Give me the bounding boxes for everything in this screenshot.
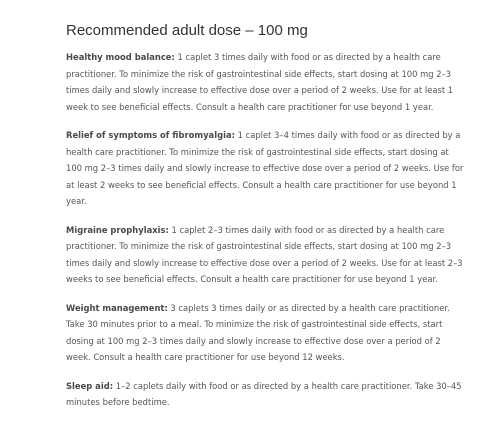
dosage-content: [66, 21, 466, 423]
section-label: Weight management:: [66, 302, 168, 313]
section-label: Migraine prophylaxis:: [66, 224, 169, 235]
section-text: 1 caplet 3–4 times daily with food or as directed by a health care practitioner. To minimize the risk of gastrointestinal side effects, start dosing at 100 mg 2–3 times daily and slowly increase to effective dose over a period of 2 weeks. Use for at least 2 weeks to see beneficial effects. Consult a health care practitioner for use beyond 1 year.: [66, 130, 464, 206]
section-label: Healthy mood balance:: [66, 52, 175, 62]
section-text: 1 caplet 2–3 times daily with food or as directed by a health care practitioner. To minimize the risk of gastrointestinal side effects, start dosing at 100 mg 2–3 times daily and slowly increase to effective dose over a period of 2 weeks. Use for at least 2–3 weeks to see beneficial effects. Consult a health care practitioner for use beyond 1 year.: [66, 224, 463, 284]
section-fibromyalgia: [66, 127, 466, 210]
section-migraine-prophylaxis: [66, 222, 466, 288]
section-label: Sleep aid:: [66, 380, 114, 391]
section-text: 1 caplet 3 times daily with food or as directed by a health care practitioner. To minimize the risk of gastrointestinal side effects, start dosing at 100 mg 2–3 times daily and slowly increase to effective dose over a period of 2 weeks. Use for at least 1 week to see beneficial effects. Consult a health care practitioner for use beyond 1 year.: [66, 52, 454, 112]
section-healthy-mood-balance: [66, 49, 466, 115]
section-sleep-aid: [66, 378, 466, 411]
section-text: 3 caplets 3 times daily or as directed by a health care practitioner. Take 30 minutes prior to a meal. To minimize the risk of gastrointestinal side effects, start dosing at 100 mg 2–3 times daily and slowly increase to effective dose over a period of 2 week. Consult a health care practitioner for use beyond 12 weeks.: [66, 302, 450, 362]
section-weight-management: [66, 300, 466, 366]
section-label: Relief of symptoms of fibromyalgia:: [66, 130, 235, 140]
section-text: 1–2 caplets daily with food or as directed by a health care practitioner. Take 30–45 minutes before bedtime.: [66, 380, 462, 407]
page-title: Recommended adult dose – 100 mg: [66, 22, 308, 39]
